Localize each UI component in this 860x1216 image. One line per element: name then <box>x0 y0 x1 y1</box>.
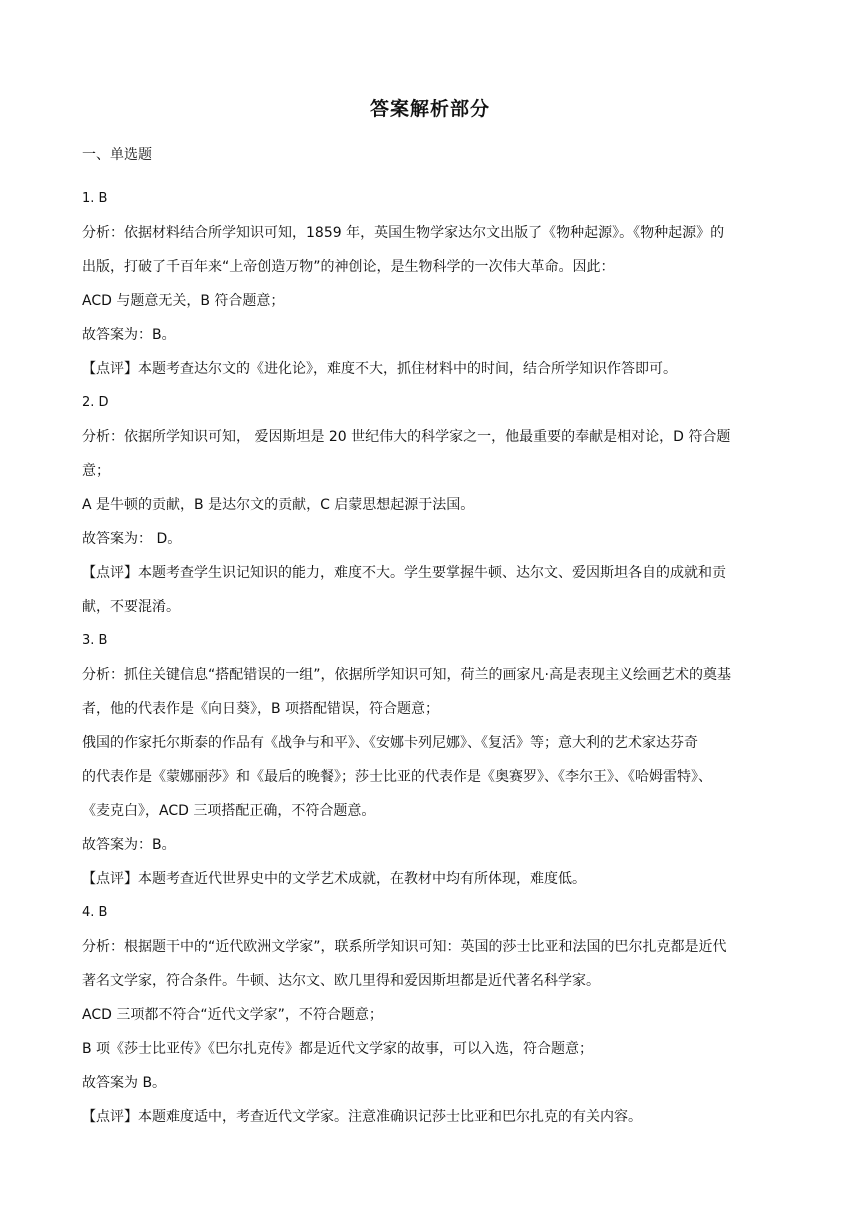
question-number: 4. B <box>82 905 108 920</box>
analysis-line: ACD 三项都不符合“近代文学家”，不符合题意； <box>82 1007 383 1023</box>
analysis-line: 《麦克白》，ACD 三项搭配正确，不符合题意。 <box>82 803 376 819</box>
analysis-line: 的代表作是《蒙娜丽莎》和《最后的晚餐》；莎士比亚的代表作是《奥赛罗》、《李尔王》、《哈姆雷特》、 <box>82 769 712 785</box>
page-title: 答案解析部分 <box>369 98 490 120</box>
analysis-line: 分析：依据所学知识可知， 爱因斯坦是 20 世纪伟大的科学家之一，他最重要的奉献是相对论，D 符合题 <box>82 429 731 445</box>
analysis-line: ACD 与题意无关，B 符合题意； <box>82 293 285 309</box>
analysis-line: 著名文学家，符合条件。牛顿、达尔文、欧几里得和爱因斯坦都是近代著名科学家。 <box>82 973 600 989</box>
comment-line: 【点评】本题考查达尔文的《进化论》，难度不大，抓住材料中的时间，结合所学知识作答即可。 <box>82 361 677 377</box>
answer-line: 故答案为：B。 <box>82 327 176 343</box>
analysis-line: 分析：根据题干中的“近代欧洲文学家”，联系所学知识可知：英国的莎士比亚和法国的巴尔扎克都是近代 <box>82 939 727 955</box>
question-number: 2. D <box>82 395 109 410</box>
comment-line: 【点评】本题考查学生识记知识的能力，难度不大。学生要掌握牛顿、达尔文、爱因斯坦各自的成就和贡 <box>82 565 726 581</box>
question-number: 3. B <box>82 633 108 648</box>
answer-line: 故答案为： D。 <box>82 531 182 547</box>
analysis-line: 分析：依据材料结合所学知识可知，1859 年，英国生物学家达尔文出版了《物种起源》。《物种起源》的 <box>82 225 725 241</box>
comment-line: 献，不要混淆。 <box>82 599 180 615</box>
analysis-line: 分析：抓住关键信息“搭配错误的一组”，依据所学知识可知，荷兰的画家凡·高是表现主义绘画艺术的奠基 <box>82 667 731 683</box>
answer-line: 故答案为 B。 <box>82 1075 167 1091</box>
question-number: 1. B <box>82 191 108 206</box>
answer-list <box>82 182 782 1134</box>
answer-line: 故答案为：B。 <box>82 837 176 853</box>
analysis-line: B 项《莎士比亚传》《巴尔扎克传》都是近代文学家的故事，可以入选，符合题意； <box>82 1041 594 1057</box>
analysis-line: 俄国的作家托尔斯泰的作品有《战争与和平》、《安娜卡列尼娜》、《复活》等；意大利的艺术家达芬奇 <box>82 735 698 751</box>
comment-line: 【点评】本题难度适中，考查近代文学家。注意准确识记莎士比亚和巴尔扎克的有关内容。 <box>82 1109 642 1125</box>
comment-line: 【点评】本题考查近代世界史中的文学艺术成就，在教材中均有所体现，难度低。 <box>82 871 586 887</box>
section-heading: 一、单选题 <box>82 147 152 163</box>
analysis-line: 意； <box>82 463 110 479</box>
analysis-line: A 是牛顿的贡献，B 是达尔文的贡献，C 启蒙思想起源于法国。 <box>82 497 475 513</box>
analysis-line: 出版，打破了千百年来“上帝创造万物”的神创论，是生物科学的一次伟大革命。因此： <box>82 259 615 275</box>
analysis-line: 者，他的代表作是《向日葵》，B 项搭配错误，符合题意； <box>82 701 440 717</box>
